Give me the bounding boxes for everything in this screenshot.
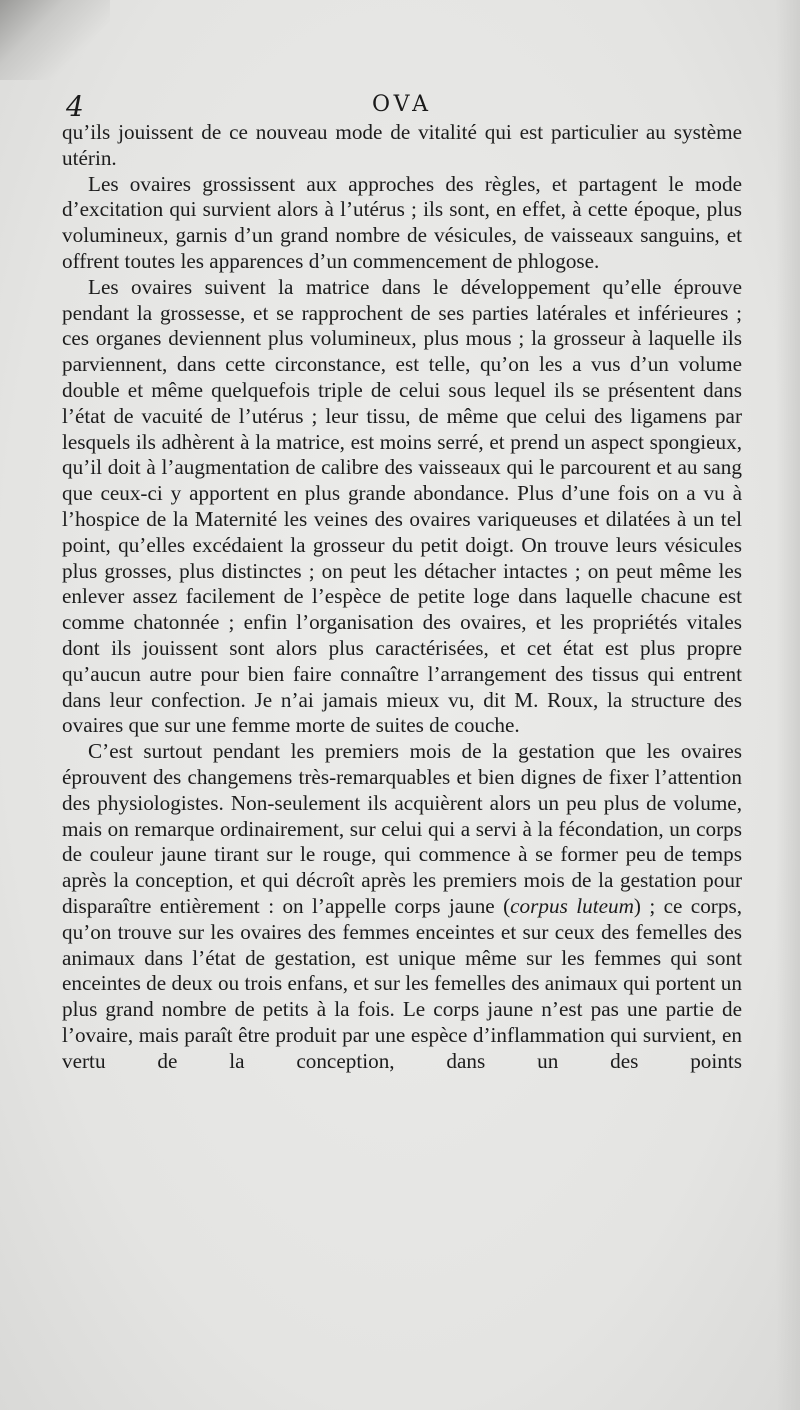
latin-term: corpus luteum (510, 893, 634, 918)
page-edge-shadow (776, 0, 800, 1410)
body-text (62, 120, 742, 1074)
page-corner-shadow (0, 0, 110, 80)
paragraph: qu’ils jouissent de ce nouveau mode de vitalité qui est particulier au système utérin. (62, 120, 742, 170)
paragraph: C’est surtout pendant les premiers mois de la gestation que les ovaires éprouvent des changemens très-remarquables et bien dignes de fixer l’attention des physiologistes. Non-seulement ils acquièrent alors un peu plus de volume, mais on remarque ordinairement, sur celui qui a servi à la fécondation, un corps de couleur jaune tirant sur le rouge, qui commence à se former peu de temps après la conception, et qui décroît après les premiers mois de la gestation pour disparaître entièrement : on l’appelle corps jaune (corpus luteum) ; ce corps, qu’on trouve sur les ovaires des femmes enceintes et sur ceux des femelles des animaux dans l’état de gestation, est unique même sur les femmes qui sont enceintes de deux ou trois enfans, et sur les femelles des animaux qui portent un plus grand nombre de petits à la fois. Le corps jaune n’est pas une partie de l’ovaire, mais paraît être produit par une espèce d’inflammation qui survient, en vertu de la conception, dans un des points (62, 739, 742, 1073)
page-number: 4 (66, 90, 84, 123)
page-header (62, 88, 742, 124)
running-head: OVA (372, 92, 432, 117)
paragraph: Les ovaires grossissent aux approches des règles, et partagent le mode d’excitation qui survient alors à l’utérus ; ils sont, en effet, à cette époque, plus volumineux, garnis d’un grand nombre de vésicules, de vaisseaux sanguins, et offrent toutes les apparences d’un commencement de phlogose. (62, 171, 742, 273)
paragraph: Les ovaires suivent la matrice dans le développement qu’elle éprouve pendant la grossesse, et se rapprochent de ses parties latérales et inférieures ; ces organes deviennent plus volumineux, plus mous ; la grosseur à laquelle ils parviennent, dans cette circonstance, est telle, qu’on les a vus d’un volume double et même quelquefois triple de celui sous lequel ils se présentent dans l’état de vacuité de l’utérus ; leur tissu, de même que celui des ligamens par lesquels ils adhèrent à la matrice, est moins serré, et prend un aspect spongieux, qu’il doit à l’augmentation de calibre des vaisseaux qui le parcourent et au sang que ceux-ci y apportent en plus grande abondance. Plus d’une fois on a vu à l’hospice de la Maternité les veines des ovaires variqueuses et dilatées à un tel point, qu’elles excédaient la grosseur du petit doigt. On trouve leurs vésicules plus grosses, plus distinctes ; on peut les détacher intactes ; on peut même les enlever assez facilement de l’espèce de petite loge dans laquelle chacune est comme chatonnée ; enfin l’organisation des ovaires, et les propriétés vitales dont ils jouissent sont alors plus caractérisées, et cet état est plus propre qu’aucun autre pour bien faire connaître l’arrangement des tissus qui entrent dans leur confection. Je n’ai jamais mieux vu, dit M. Roux, la structure des ovaires que sur une femme morte de suites de couche. (62, 274, 742, 738)
